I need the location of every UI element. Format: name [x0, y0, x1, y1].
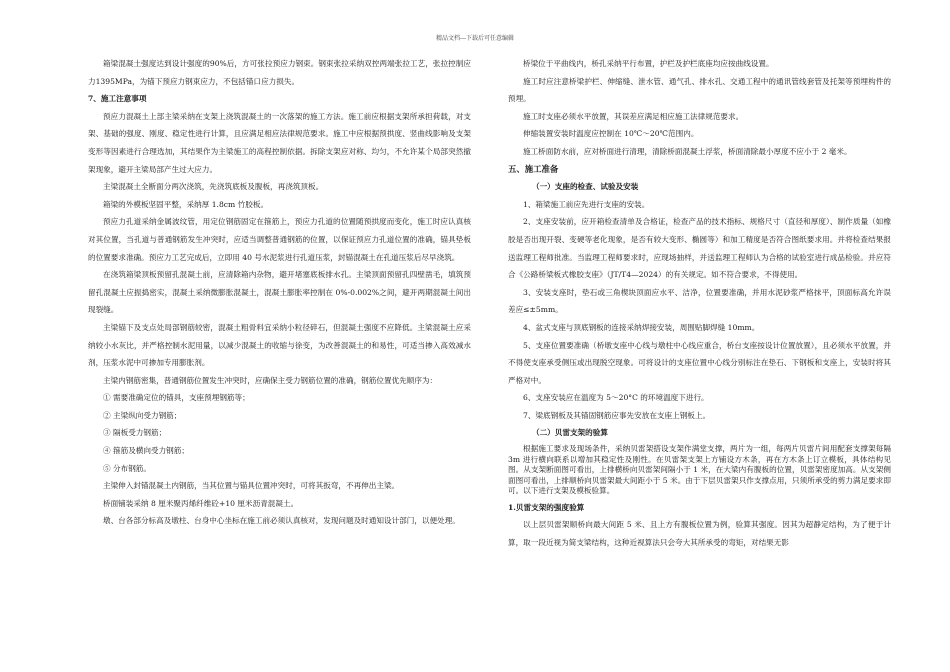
- paragraph: 施工桥面防水前，应对桥面进行清理，清除桥面混凝土浮浆，桥面清除最小厚度不应小于 2 毫米。: [523, 146, 852, 156]
- list-item: ② 主梁纵向受力钢筋；: [103, 410, 182, 420]
- list-item: ④ 箍筋及横向受力钢筋；: [103, 446, 189, 456]
- paragraph: 主梁内钢筋密集，普通钢筋位置发生冲突时，应确保主受力钢筋位置的准确，钢筋位置优先顺序为：: [103, 375, 438, 385]
- paragraph: 预应力混凝土上部主梁采纳在支架上浇筑混凝土的一次落架的施工方法。施工前应根据支架所承担荷载，对支架、基础的强度、刚度、稳定性进行计算，且应满足相应法律规范要求。施工中应根据预拱度、竖曲线影响及支架变形等因素进行合理选加，其结果作为主梁施工的高程控制依据。拆除支架应对称、均匀，不允许某个局部突然撤架现象，避开主梁局部产生过大应力。: [88, 111, 471, 174]
- left-column: [88, 55, 471, 530]
- paragraph: 5、支座位置要准确（桥墩支座中心线与墩柱中心线应重合，桥台支座按设计位置放置），且必须水平放置，并不得使支座承受侧压或出现脱空现象。可将设计的支座位置中心线分别标注在垫石、下钢板和支座上，安装时将其严格对中。: [508, 340, 891, 385]
- paragraph: 6、支座安装应在温度为 5～20°C 的环境温度下进行。: [523, 393, 709, 403]
- paragraph: 3、安装支座时，垫石或三角楔块顶面应水平、洁净，位置要准确，并用水泥砂浆严格抹平，顶面标高允许误差应≤±5mm。: [508, 287, 891, 315]
- paragraph: 7、梁底钢板及其锚固钢筋应事先安放在支座上钢板上。: [523, 410, 711, 420]
- right-column: [508, 55, 891, 551]
- paragraph: 桥梁位于平曲线内，桥孔采纳平行布置，护栏及护栏底座均应按曲线设置。: [523, 59, 774, 68]
- subsection-heading: 1.贝雷支架的强度验算: [508, 502, 585, 512]
- list-item: ① 需要准确定位的锚具，支座预埋钢筋等；: [103, 393, 250, 403]
- list-item: ⑤ 分布钢筋。: [103, 463, 151, 473]
- paragraph: 根据施工要求及现场条件，采纳贝雷架搭设支架作满堂支撑，两片为一组，每两片贝雷片间用配套支撑架每隔 3m 进行横向联系以增加其稳定性及刚性。在贝雷架支架上方铺设方木条，再在方木条上订立模板，具体结构见图。从支架断面图可看出，上排横桥向贝雷架间隔小于 1 米，在大梁内有腹板的位置，贝雷架密度加高。从支架侧面图可看出，上排顺桥向贝雷架最大间距小于 5 米。由于下层贝雷架只作支撑点用，只须所承受的剪力满足要求即可。以下进行支架及模板验算。: [508, 444, 891, 496]
- paragraph: 箱梁的外模板坚固平整，采纳厚 1.8cm 竹胶板。: [103, 199, 269, 209]
- paragraph: 墩、台各部分标高及墩柱、台身中心坐标在施工前必须认真核对，发现问题及时通知设计部门，以便处理。: [103, 516, 460, 526]
- paragraph: 施工时支座必须水平放置，其误差应满足相应施工法律规范要求。: [523, 111, 744, 121]
- subsection-heading: （一）支座的检查、试验及安装: [532, 182, 639, 192]
- paragraph: 预应力孔道采纳金属波纹管，用定位钢筋固定在箍筋上，预应力孔道的位置随预拱度而变化，施工时应认真核对其位置，当孔道与普通钢筋发生冲突时，应适当调整普通钢筋的位置，以保证预应力孔道位置的准确，锚具垫板的位置要求准确。预应力工艺完成后，立即用 40 号水泥浆进行孔道压浆，封锚混凝土在孔道压浆后尽早浇筑。: [88, 217, 471, 262]
- paragraph: 2、支座安装前，应开箱检查清单及合格证，检查产品的技术指标、规格尺寸（直径和厚度）、制作质量（如橡胶是否出现开裂、变硬等老化现象，是否有较大变形、椭圆等）和加工精度是否符合图纸要求用。并将检查结果报送监理工程师批准。当监理工程师要求时，应现场抽样，并送监理工程师认为合格的试验室进行成品检验。并应符合《公路桥梁板式橡胶支座》（JT/T4—2024）的有关规定。如不符合要求，不得使用。: [508, 217, 891, 280]
- paragraph: 在浇筑箱梁顶板预留孔混凝土前，应清除箱内杂物，避开堵塞底板排水孔。主梁顶面预留孔四壁凿毛，填筑预留孔混凝土应振捣密实，混凝土采纳微膨胀混凝土，混凝土膨胀率控制在 0%-0.002%之间，避开两期混凝土间出现裂缝。: [88, 270, 471, 315]
- subsection-heading: （二）贝雷支架的验算: [532, 428, 608, 438]
- paragraph: 主梁混凝土全断面分两次浇筑，先浇筑底板及腹板，再浇筑顶板。: [103, 182, 324, 192]
- paragraph: 主梁锚下及支点处局部钢筋较密，混凝土粗骨料宜采纳小粒径碎石，但混凝土强度不应降低。主梁混凝土应采纳较小水灰比，并严格控制水泥用量，以减少混凝土的收缩与徐变，为改善混凝土的和易性，可适当掺入高效减水剂，压浆水泥中可掺加专用膨胀剂。: [88, 322, 471, 368]
- section-heading: 五、施工准备: [508, 163, 559, 174]
- section-heading: 7、施工注意事项: [88, 94, 147, 104]
- paragraph: 4、盆式支座与顶底钢板的连接采纳焊接安装，周围贴脚焊缝 10mm。: [523, 322, 760, 332]
- paragraph: 伸缩装置安装时温度应控制在 10℃～20℃范围内。: [523, 129, 699, 139]
- paragraph: 箱梁混凝土强度达到设计强度的90%后，方可张拉预应力钢束。钢束张拉采纳双控两端张拉工艺，张拉控制应力1395MPa，为锚下预应力钢束应力，不包括锚口应力损失。: [88, 59, 471, 86]
- paragraph: 以上层贝雷架顺桥向最大间距 5 米、且上方有腹板位置为例，验算其强度。因其为超静定结构，为了便于计算，取一段近视为简支梁结构，这种近视算法只会夸大其所承受的弯矩，对结果无影: [508, 520, 891, 547]
- paragraph: 1、箱梁施工前应先进行支座的安装。: [523, 199, 650, 209]
- paragraph: 施工时应注意桥梁护栏、伸缩缝、泄水管、通气孔、排水孔、交通工程中的通讯管线套管及托架等预埋构件的预埋。: [508, 76, 891, 104]
- list-item: ③ 隔板受力钢筋；: [103, 428, 167, 438]
- paragraph: 桥面铺装采纳 8 厘米聚丙烯纤维砼+10 厘米沥青混凝土。: [103, 498, 299, 508]
- header-note: 精品文档---下载后可任意编辑: [435, 35, 515, 42]
- paragraph: 主梁伸入封锚混凝土内钢筋，当其位置与锚具位置冲突时，可将其扳弯，不再伸出主梁。: [103, 481, 400, 491]
